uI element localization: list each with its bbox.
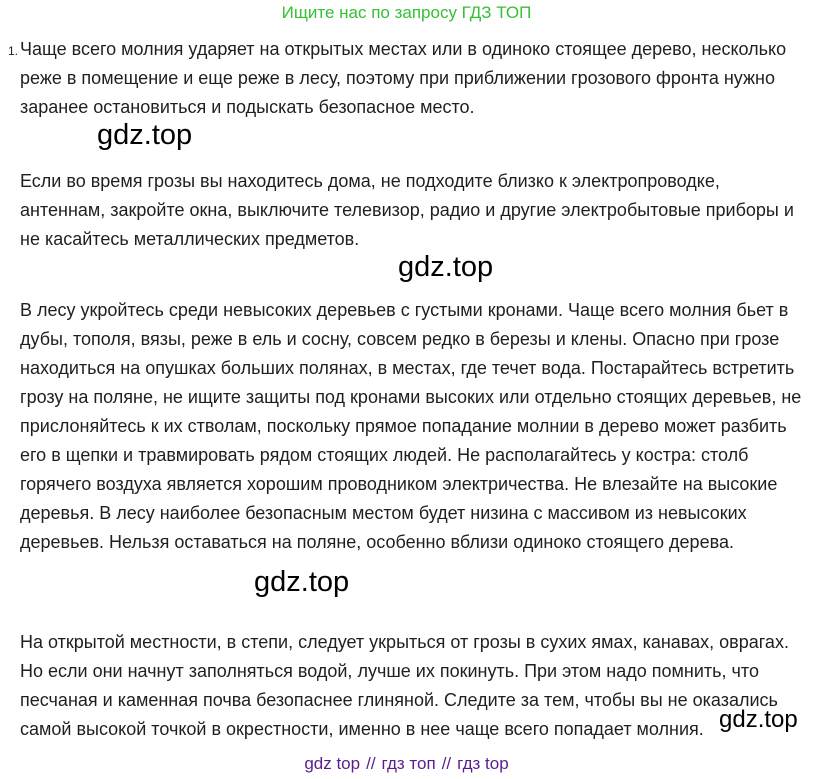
footer-link-gdz-top[interactable]: gdz top xyxy=(304,754,361,773)
paragraph-at-home: Если во время грозы вы находитесь дома, не подходите близко к электропроводке, антеннам, закройте окна, выключите телевизор, радио и другие электробытовые приборы и не касайтесь металлических предметов. xyxy=(20,171,794,249)
promo-header: Ищите нас по запросу ГДЗ ТОП xyxy=(281,3,532,22)
watermark: gdz.top xyxy=(719,706,798,733)
footer-separator: // xyxy=(441,754,452,773)
footer-link-gdz-top-ru[interactable]: гдз топ xyxy=(381,754,436,773)
paragraph-open-terrain: На открытой местности, в степи, следует укрыться от грозы в сухих ямах, канавах, оврагах. Но если они начнут заполняться водой, лучше их покинуть. При этом надо помнить, что песчаная и каменная почва безопаснее глиняной. Следите за тем, чтобы вы не оказались самой высокой точкой в окрестности, именно в нее чаще всего попадает молния. xyxy=(20,632,789,739)
paragraph-in-forest: В лесу укройтесь среди невысоких деревьев с густыми кронами. Чаще всего молния бьет в дубы, тополя, вязы, реже в ель и сосну, совсем редко в березы и клены. Опасно при грозе находиться на опушках больших полянах, в местах, где течет вода. Постарайтесь встретить грозу на поляне, не ищите защиты под кронами высоких или отдельно стоящих деревьев, не прислоняйтесь к их стволам, поскольку прямое попадание молнии в дерево может разбить его в щепки и травмировать рядом стоящих людей. Не располагайтесь у костра: столб горячего воздуха является хорошим проводником электричества. Не влезайте на высокие деревья. В лесу наиболее безопасным местом будет низина с массивом из невысоких деревьев. Нельзя оставаться на поляне, особенно вблизи одиноко стоящего дерева. xyxy=(20,300,802,552)
footer-links xyxy=(0,753,813,775)
watermark: gdz.top xyxy=(398,251,494,283)
watermark: gdz.top xyxy=(254,566,350,598)
footer-separator: // xyxy=(366,754,376,773)
paragraph-open-places: Чаще всего молния ударяет на открытых местах или в одиноко стоящее дерево, несколько реже в помещение и еще реже в лесу, поэтому при приближении грозового фронта нужно заранее остановиться и подыскать безопасное место. xyxy=(20,39,787,117)
list-number: 1. xyxy=(8,44,19,58)
watermark: gdz.top xyxy=(97,119,193,151)
footer-link-gdz-top-mixed[interactable]: гдз top xyxy=(457,754,509,773)
